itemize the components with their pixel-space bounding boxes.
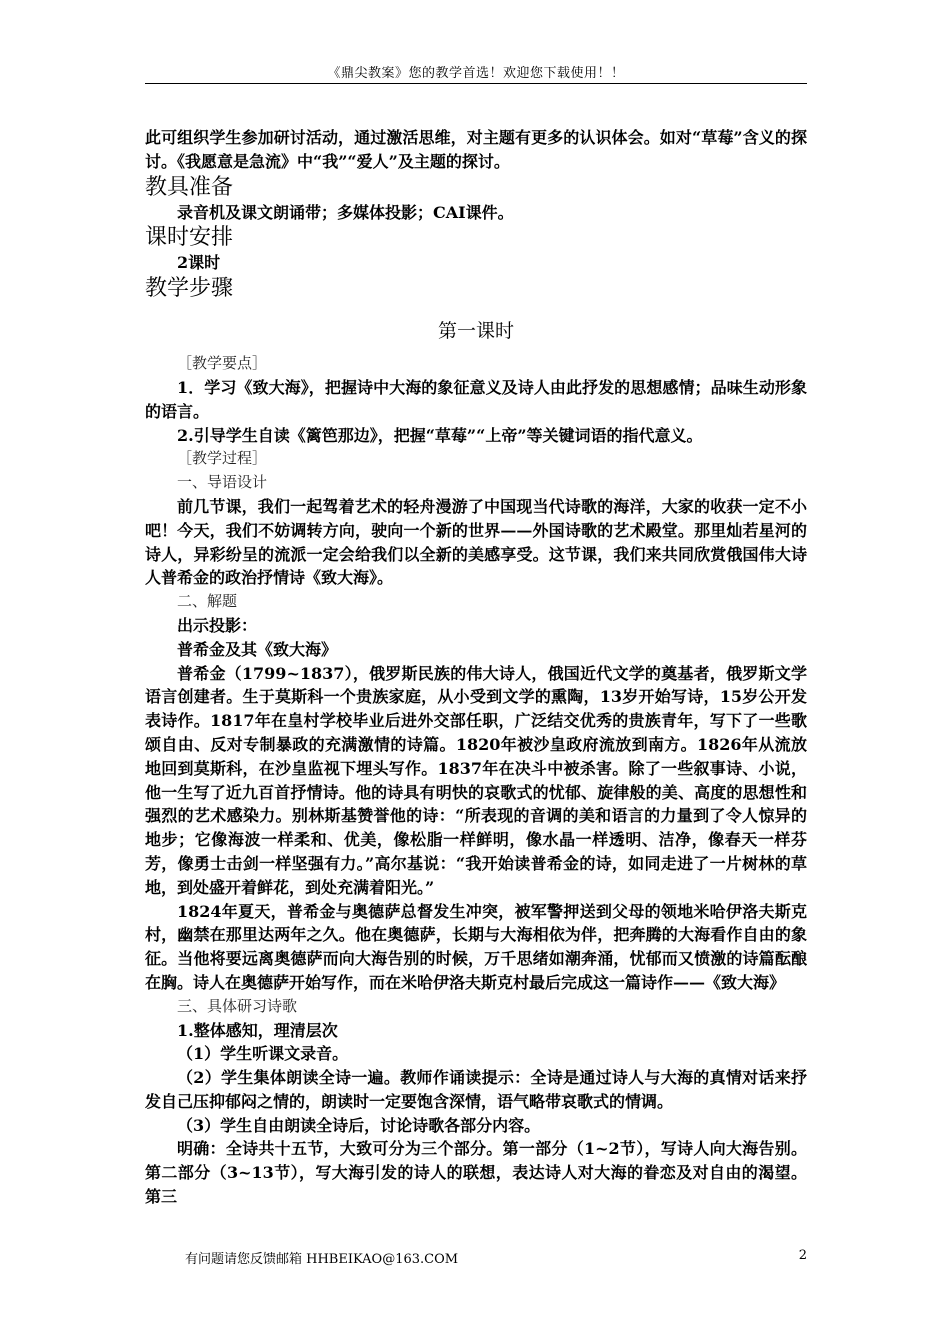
class-schedule-text: 2课时 <box>177 253 221 273</box>
feedback-email: 有问题请您反馈邮箱 HHBEIKAO@163.COM <box>185 1252 459 1267</box>
heading-teaching-tools: 教具准备 <box>145 174 234 200</box>
pushkin-bio-paragraph: 普希金（1799~1837），俄罗斯民族的伟大诗人，俄国近代文学的奠基者，俄罗斯文学语言创建者。生于莫斯科一个贵族家庭，从小受到文学的熏陶，13岁开始写诗，15岁公开发表诗作。1817年在皇村学校毕业后进外交部任职，广泛结交优秀的贵族青年，写下了一些歌颂自由、反对专制暴政的充满激情的诗篇。1820年被沙皇政府流放到南方。1826年从流放地回到莫斯科，在沙皇监视下埋头写作。1837年在决斗中被杀害。除了一些叙事诗、小说，他一生写了近九百首抒情诗。他的诗具有明快的哀歌式的忧郁、旋律般的美、高度的思想性和强烈的艺术感染力。别林斯基赞誉他的诗：“所表现的音调的美和语言的力量到了令人惊异的地步；它像海波一样柔和、优美，像松脂一样鲜明，像水晶一样透明、洁净，像春天一样芬芳，像勇士击剑一样坚强有力。”高尔基说：“我开始读普希金的诗，如同走进了一片树林的草地，到处盛开着鲜花，到处充满着阳光。” <box>145 663 807 897</box>
step-1d: 明确：全诗共十五节，大致可分为三个部分。第一部分（1~2节），写诗人向大海告别。第二部分（3~13节），写大海引发的诗人的联想，表达诗人对大海的眷恋及对自由的渴望。第三 <box>145 1139 807 1207</box>
header-divider <box>145 83 807 84</box>
lesson-title: 第一课时 <box>437 320 514 343</box>
step-1c: （3）学生自由朗读全诗后，讨论诗歌各部分内容。 <box>177 1115 541 1135</box>
page-header: 《鼎尖教案》您的教学首选！欢迎您下载使用！！ <box>327 66 625 81</box>
heading-class-schedule: 课时安排 <box>145 225 234 251</box>
step-1-title: 1.整体感知，理清层次 <box>177 1020 338 1040</box>
process-label: ［教学过程］ <box>177 449 268 468</box>
section-2-title: 二、解题 <box>177 592 238 611</box>
key-points-label: ［教学要点］ <box>177 354 268 373</box>
poem-background-paragraph: 1824年夏天，普希金与奥德萨总督发生冲突，被军警押送到父母的领地米哈伊洛夫斯克村，幽禁在那里达两年之久。他在奥德萨，长期与大海相依为伴，把奔腾的大海看作自由的象征。当他将要远离奥德萨而向大海告别的时候，万千思绪如潮奔涌，忧郁而又愤激的诗篇酝酿在胸。诗人在奥德萨开始写作，而在米哈伊洛夫斯克村最后完成这一篇诗作——《致大海》 <box>145 901 807 992</box>
step-1b: （2）学生集体朗读全诗一遍。教师作诵读提示：全诗是通过诗人与大海的真情对话来抒发自己压抑郁闷之情的，朗读时一定要饱含深情，语气略带哀歌式的情调。 <box>145 1068 807 1111</box>
section-1-text: 前几节课，我们一起驾着艺术的轻舟漫游了中国现当代诗歌的海洋，大家的收获一定不小吧！今天，我们不妨调转方向，驶向一个新的世界——外国诗歌的艺术殿堂。那里灿若星河的诗人，异彩纷呈的流派一定会给我们以全新的美感享受。这节课，我们来共同欣赏俄国伟大诗人普希金的政治抒情诗《致大海》。 <box>145 496 807 588</box>
projection-note: 出示投影： <box>177 615 258 635</box>
page-number: 2 <box>798 1248 807 1263</box>
heading-teaching-steps: 教学步骤 <box>145 276 234 302</box>
section-1-title: 一、导语设计 <box>177 473 268 492</box>
section-3-title: 三、具体研习诗歌 <box>177 996 298 1015</box>
projection-subtitle: 普希金及其《致大海》 <box>177 639 338 659</box>
step-1a: （1）学生听课文录音。 <box>177 1044 349 1064</box>
teaching-tools-text: 录音机及课文朗诵带；多媒体投影；CAI课件。 <box>177 202 514 222</box>
intro-paragraph: 此可组织学生参加研讨活动，通过激活思维，对主题有更多的认识体会。如对“草莓”含义的探讨。《我愿意是急流》中“我”“爱人”及主题的探讨。 <box>145 128 807 171</box>
key-point-2: 2.引导学生自读《篱笆那边》，把握“草莓”“上帝”等关键词语的指代意义。 <box>177 425 703 445</box>
key-point-1: 1．学习《致大海》，把握诗中大海的象征意义及诗人由此抒发的思想感情；品味生动形象的语言。 <box>145 377 807 421</box>
document-body <box>145 126 807 1209</box>
